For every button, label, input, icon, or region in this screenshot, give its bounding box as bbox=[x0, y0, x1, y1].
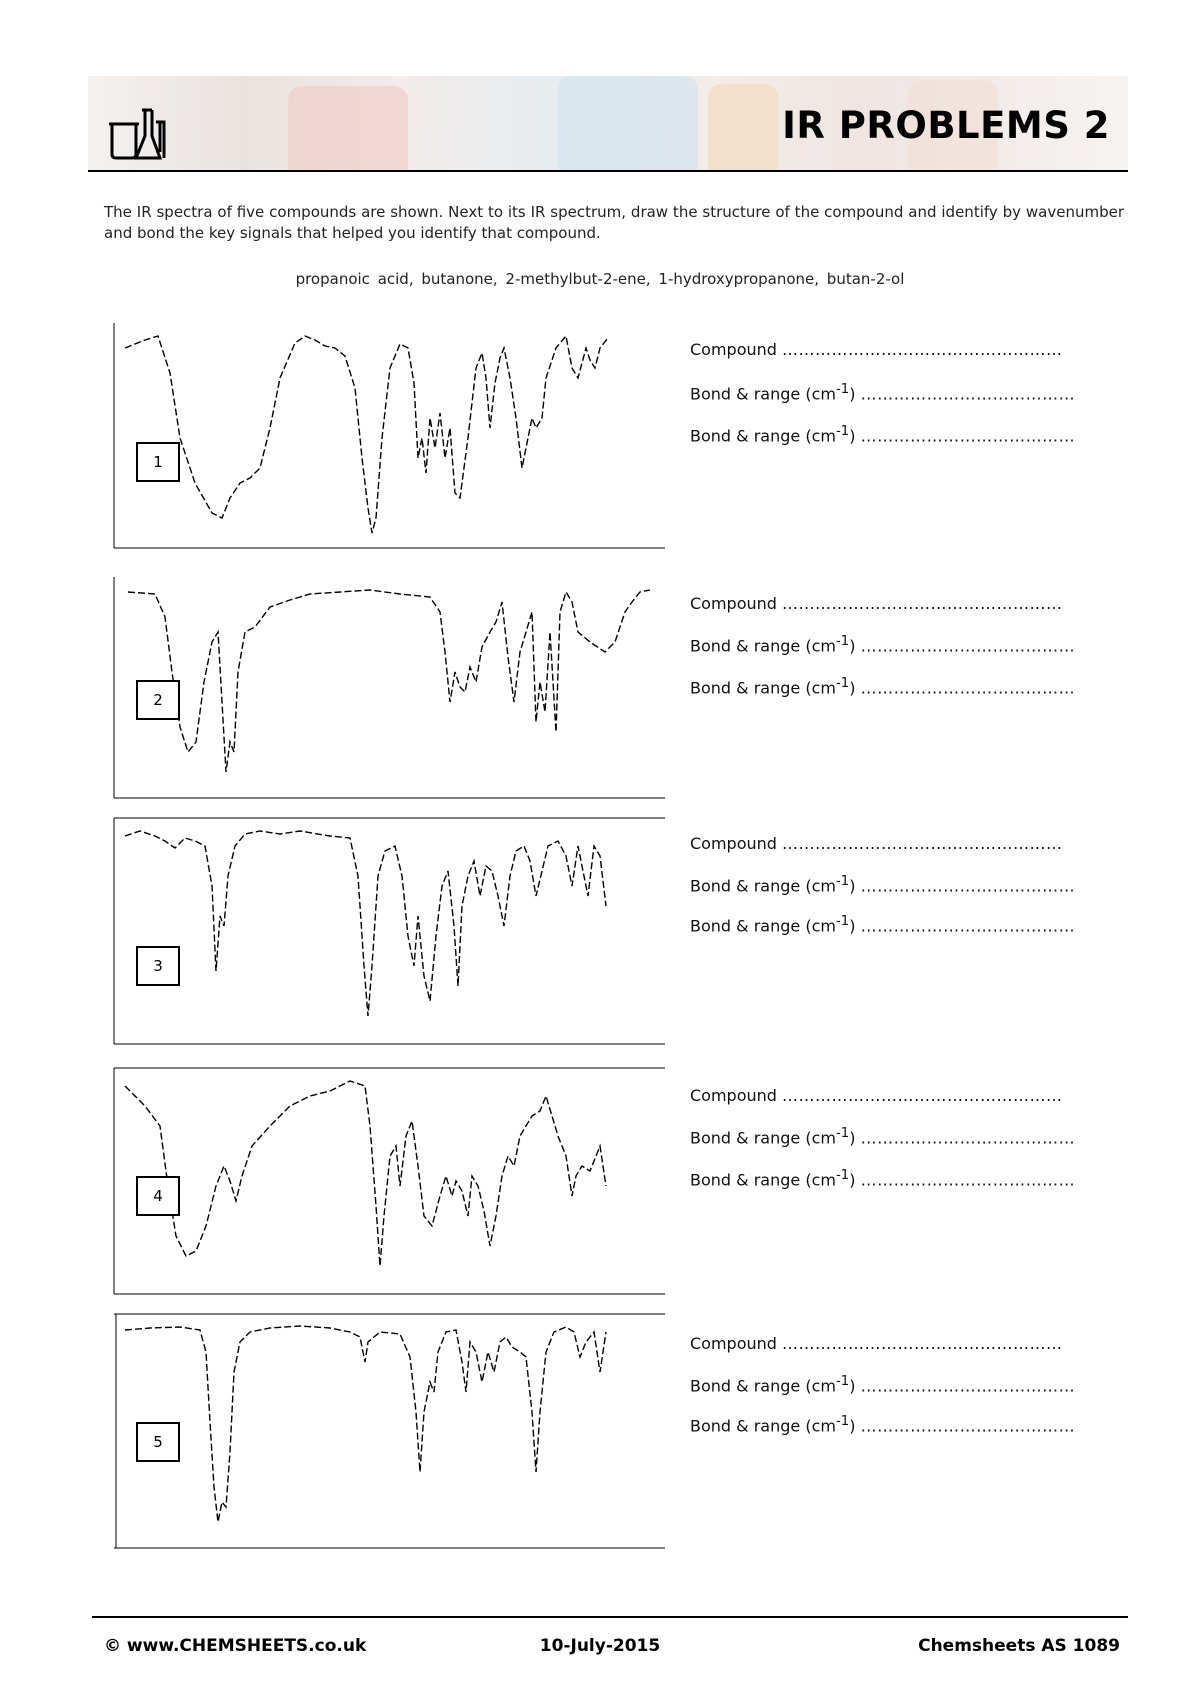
spectrum-panel bbox=[0, 816, 1200, 1056]
bond-range-answer[interactable]: Bond & range $(cm^{-1})$ ………………………………… bbox=[690, 914, 1076, 936]
spectrum-number: 1 bbox=[136, 442, 180, 482]
banner-decoration bbox=[558, 76, 698, 172]
header-banner bbox=[88, 76, 1128, 172]
bond-range-answer[interactable]: Bond & range $(cm^{-1})$ ………………………………… bbox=[690, 424, 1076, 446]
ir-spectrum bbox=[100, 816, 670, 1056]
page-title: IR PROBLEMS 2 bbox=[782, 104, 1110, 147]
footer-divider bbox=[92, 1616, 1128, 1618]
bond-range-answer[interactable]: Bond & range $(cm^{-1})$ ………………………………… bbox=[690, 1374, 1076, 1396]
banner-decoration bbox=[288, 86, 408, 172]
bond-range-answer[interactable]: Bond & range $(cm^{-1})$ ………………………………… bbox=[690, 676, 1076, 698]
spectrum-panel bbox=[0, 572, 1200, 812]
footer-website: © www.CHEMSHEETS.co.uk bbox=[104, 1636, 367, 1656]
instructions: The IR spectra of five compounds are shown. Next to its IR spectrum, draw the structure of the compound and identify by wavenumber and bond the key signals that helped you identify that compound. bbox=[104, 203, 1124, 242]
bond-range-answer[interactable]: Bond & range $(cm^{-1})$ ………………………………… bbox=[690, 634, 1076, 656]
compound-list: propanoic acid, butanone, 2-methylbut-2-ene, 1-hydroxypropanone, butan-2-ol bbox=[295, 270, 905, 288]
spectrum-number: 2 bbox=[136, 680, 180, 720]
compound-answer[interactable]: Compound …………………………………………… bbox=[690, 834, 1063, 853]
compound-answer[interactable]: Compound …………………………………………… bbox=[690, 594, 1063, 613]
spectrum-trace bbox=[125, 1081, 606, 1266]
spectrum-panel bbox=[0, 318, 1200, 558]
bond-range-answer[interactable]: Bond & range $(cm^{-1})$ ………………………………… bbox=[690, 1168, 1076, 1190]
bond-range-answer[interactable]: Bond & range $(cm^{-1})$ ………………………………… bbox=[690, 382, 1076, 404]
spectrum-trace bbox=[125, 831, 606, 1016]
bond-range-answer[interactable]: Bond & range $(cm^{-1})$ ………………………………… bbox=[690, 1126, 1076, 1148]
spectrum-panel bbox=[0, 1312, 1200, 1562]
compound-answer[interactable]: Compound …………………………………………… bbox=[690, 1086, 1063, 1105]
spectrum-trace bbox=[125, 1326, 606, 1522]
banner-decoration bbox=[708, 84, 778, 172]
spectrum-number: 4 bbox=[136, 1176, 180, 1216]
compound-answer[interactable]: Compound …………………………………………… bbox=[690, 340, 1063, 359]
spectrum-trace bbox=[128, 590, 650, 772]
compound-answer[interactable]: Compound …………………………………………… bbox=[690, 1334, 1063, 1353]
ir-spectrum bbox=[100, 318, 670, 558]
bond-range-answer[interactable]: Bond & range $(cm^{-1})$ ………………………………… bbox=[690, 1414, 1076, 1436]
ir-spectrum bbox=[100, 1312, 670, 1562]
footer-reference: Chemsheets AS 1089 bbox=[918, 1636, 1120, 1656]
bond-range-answer[interactable]: Bond & range $(cm^{-1})$ ………………………………… bbox=[690, 874, 1076, 896]
spectrum-panel bbox=[0, 1066, 1200, 1306]
spectrum-number: 3 bbox=[136, 946, 180, 986]
spectrum-number: 5 bbox=[136, 1422, 180, 1462]
ir-spectrum bbox=[100, 1066, 670, 1306]
ir-spectrum bbox=[100, 572, 670, 812]
spectrum-trace bbox=[125, 336, 608, 533]
footer-date: 10-July-2015 bbox=[539, 1636, 661, 1656]
glassware-icon bbox=[106, 106, 170, 162]
